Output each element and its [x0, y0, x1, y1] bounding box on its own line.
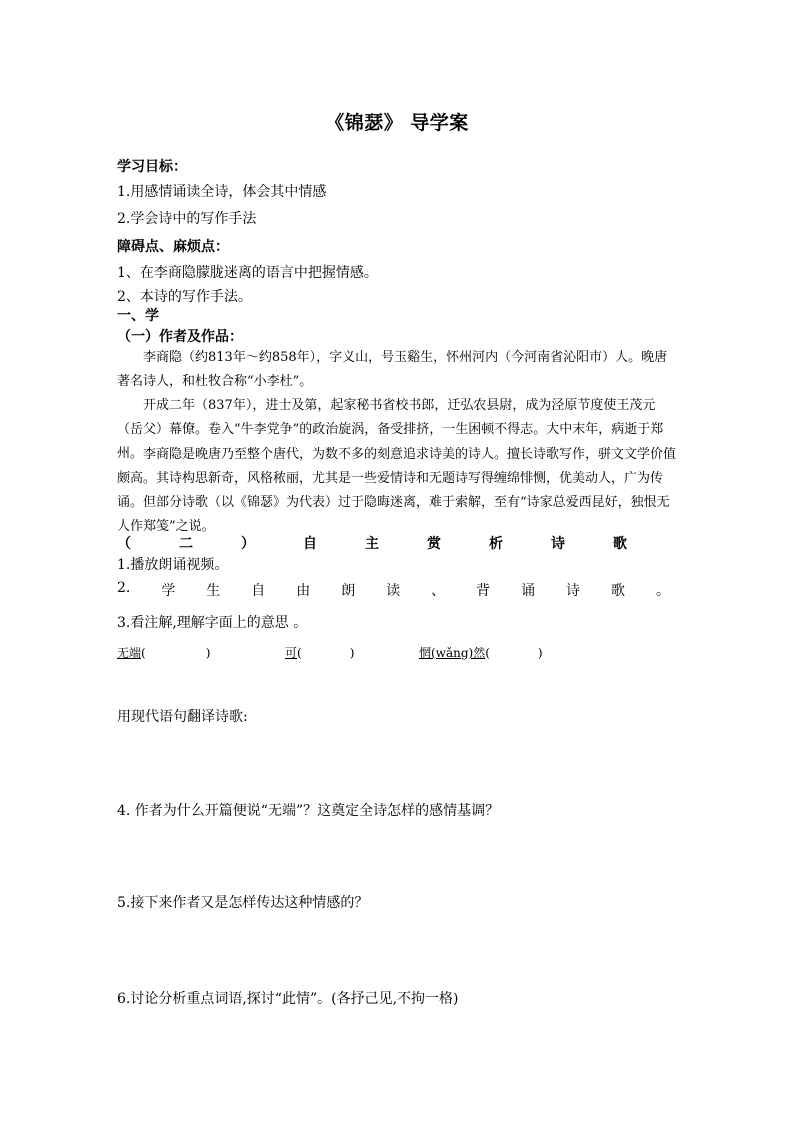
task-1: 1.播放朗诵视频。 [117, 557, 229, 573]
vocab-word: 惘(wǎng)然 [419, 646, 486, 660]
vocab-item [285, 644, 354, 661]
vocab-item [419, 644, 543, 661]
author-paragraph-1: 李商隐（约813年～约858年），字义山，号玉谿生，怀州河内（今河南省沁阳市）人。晚唐著名诗人，和杜牧合称“小李杜”。 [117, 350, 668, 389]
difficulties-heading: 障碍点、麻烦点： [117, 239, 229, 255]
question-6: 6.讨论分析重点词语,探讨“此情”。(各抒己见,不拘一格) [117, 991, 459, 1007]
section-heading-learn: 一、学 [117, 308, 159, 324]
vocab-word: 无端 [117, 646, 142, 660]
difficulty-item: 1、在李商隐朦胧迷离的语言中把握情感。 [117, 265, 378, 281]
subsection-author-heading: （一）作者及作品： [117, 329, 243, 345]
question-4: 4. 作者为什么开篇便说“无端”？这奠定全诗怎样的感情基调？ [117, 803, 500, 819]
task-3: 3.看注解,理解字面上的意思 。 [117, 615, 308, 631]
subsection-appreciation-heading: （ 二 ） 自 主 赏 析 诗 歌 [117, 536, 627, 552]
difficulty-item: 2、本诗的写作手法。 [117, 289, 252, 305]
vocab-item [117, 644, 210, 661]
vocab-word: 可 [285, 646, 298, 660]
task-2: 2. 学 生 自 由 朗 读 、 背 诵 诗 歌 。 [117, 580, 670, 599]
goal-item: 2.学会诗中的写作手法 [117, 211, 257, 227]
vocab-blank[interactable]: ( ) [297, 646, 355, 660]
question-5: 5.接下来作者又是怎样传达这种情感的？ [117, 895, 369, 911]
vocab-blank[interactable]: ( ) [141, 646, 211, 660]
author-paragraph-2: 开成二年（837年），进士及第，起家秘书省校书郎，迁弘农县尉，成为泾原节度使王茂元（岳父）幕僚。卷入“牛李党争”的政治旋涡，备受排挤，一生困顿不得志。大中末年，病逝于郑州。 [117, 398, 664, 461]
translate-prompt: 用现代语句翻译诗歌: [117, 709, 248, 725]
page-title: 《锦瑟》 导学案 [325, 112, 469, 134]
author-paragraph-3: 李商隐是晚唐乃至整个唐代，为数不多的刻意追求诗美的诗人。擅长诗歌写作，骈文文学价值颇高。其诗构思新奇，风格秾丽，尤其是一些爱情诗和无题诗写得缠绵悱恻，优美动人，广为传诵。但部分诗歌（以《锦瑟》为代表）过于隐晦迷离，难于索解，至有“诗家总爱西昆好，独恨无人作郑笺”之说。 [117, 447, 677, 534]
vocab-blank[interactable]: ( ) [485, 646, 543, 660]
goals-heading: 学习目标： [117, 159, 187, 175]
goal-item: 1.用感情诵读全诗，体会其中情感 [117, 184, 327, 200]
